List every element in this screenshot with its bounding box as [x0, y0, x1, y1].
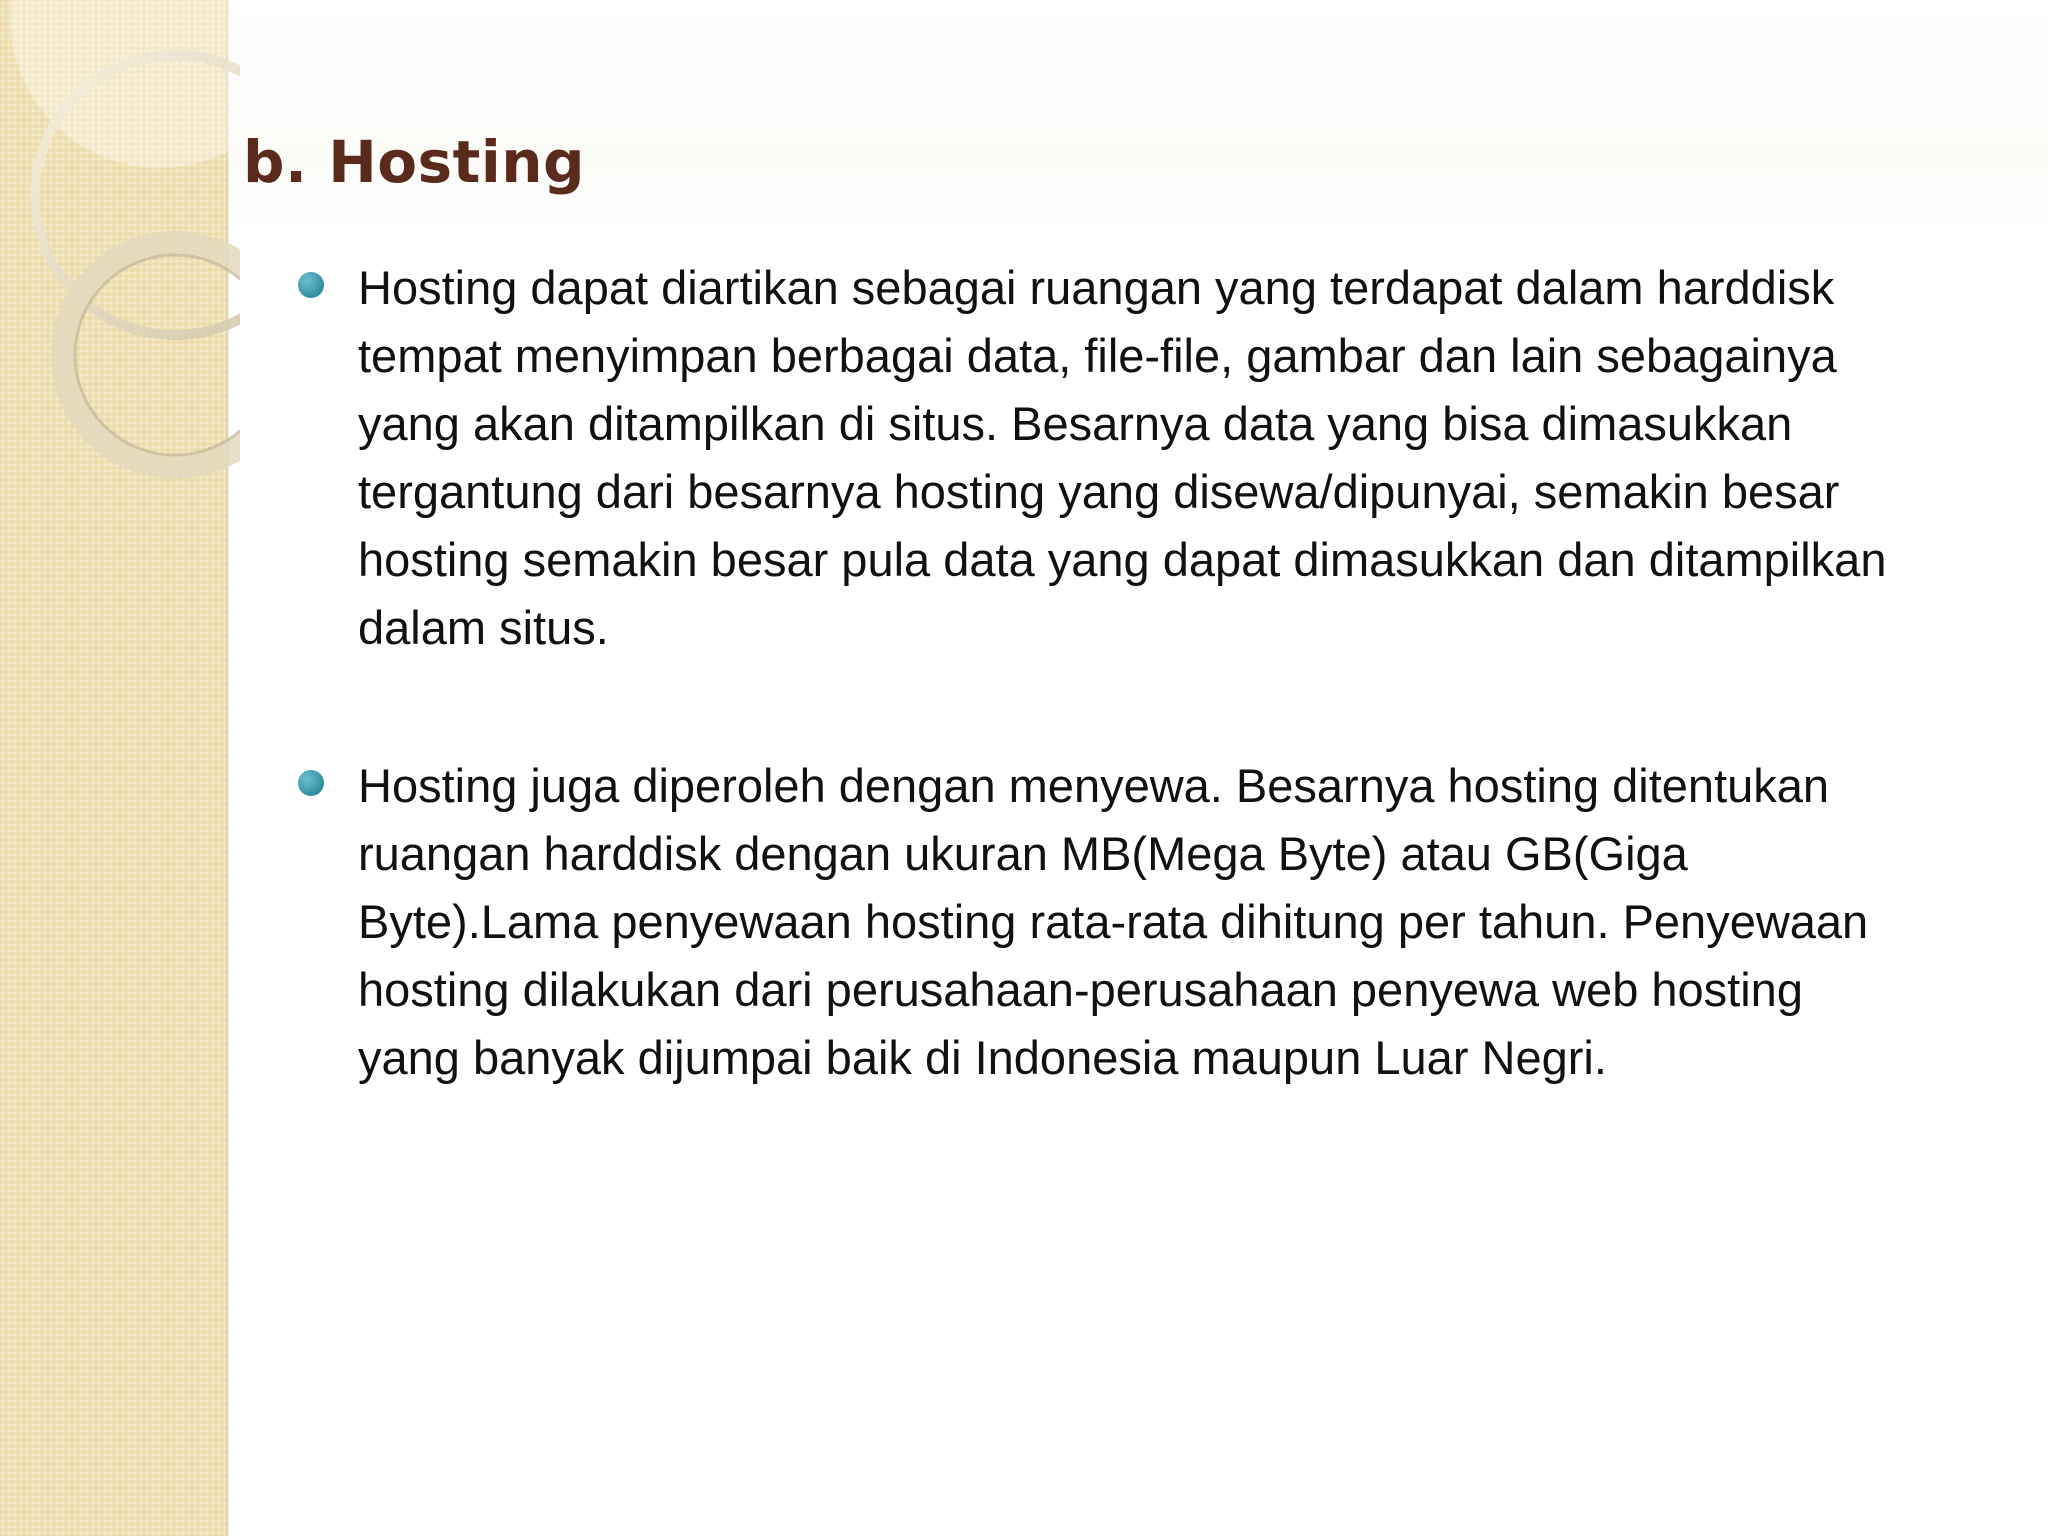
bullet-text: Hosting juga diperoleh dengan menyewa. Besarnya hosting ditentukan ruangan harddisk dengan ukuran MB(Mega Byte) atau GB(Giga Byte).Lama penyewaan hosting rata-rata dihitung per tahun. Penyewaan hosting dilakukan dari perusahaan-perusahaan penyewa web hosting yang banyak dijumpai baik di Indonesia maupun Luar Negri.: [358, 759, 1869, 1084]
bullet-item: [290, 254, 1910, 662]
bullet-text: Hosting dapat diartikan sebagai ruangan yang terdapat dalam harddisk tempat menyimpan berbagai data, file-file, gambar dan lain sebagainya yang akan ditampilkan di situs. Besarnya data yang bisa dimasukkan tergantung dari besarnya hosting yang disewa/dipunyai, semakin besar hosting semakin besar pula data yang dapat dimasukkan dan ditampilkan dalam situs.: [358, 261, 1887, 654]
decorative-rings-icon: [0, 0, 240, 500]
bullet-item: [290, 752, 1910, 1092]
bullet-list: [290, 254, 1910, 1092]
bullet-dot-icon: [298, 272, 324, 298]
bullet-dot-icon: [298, 770, 324, 796]
slide-title: b. Hosting: [243, 128, 586, 196]
